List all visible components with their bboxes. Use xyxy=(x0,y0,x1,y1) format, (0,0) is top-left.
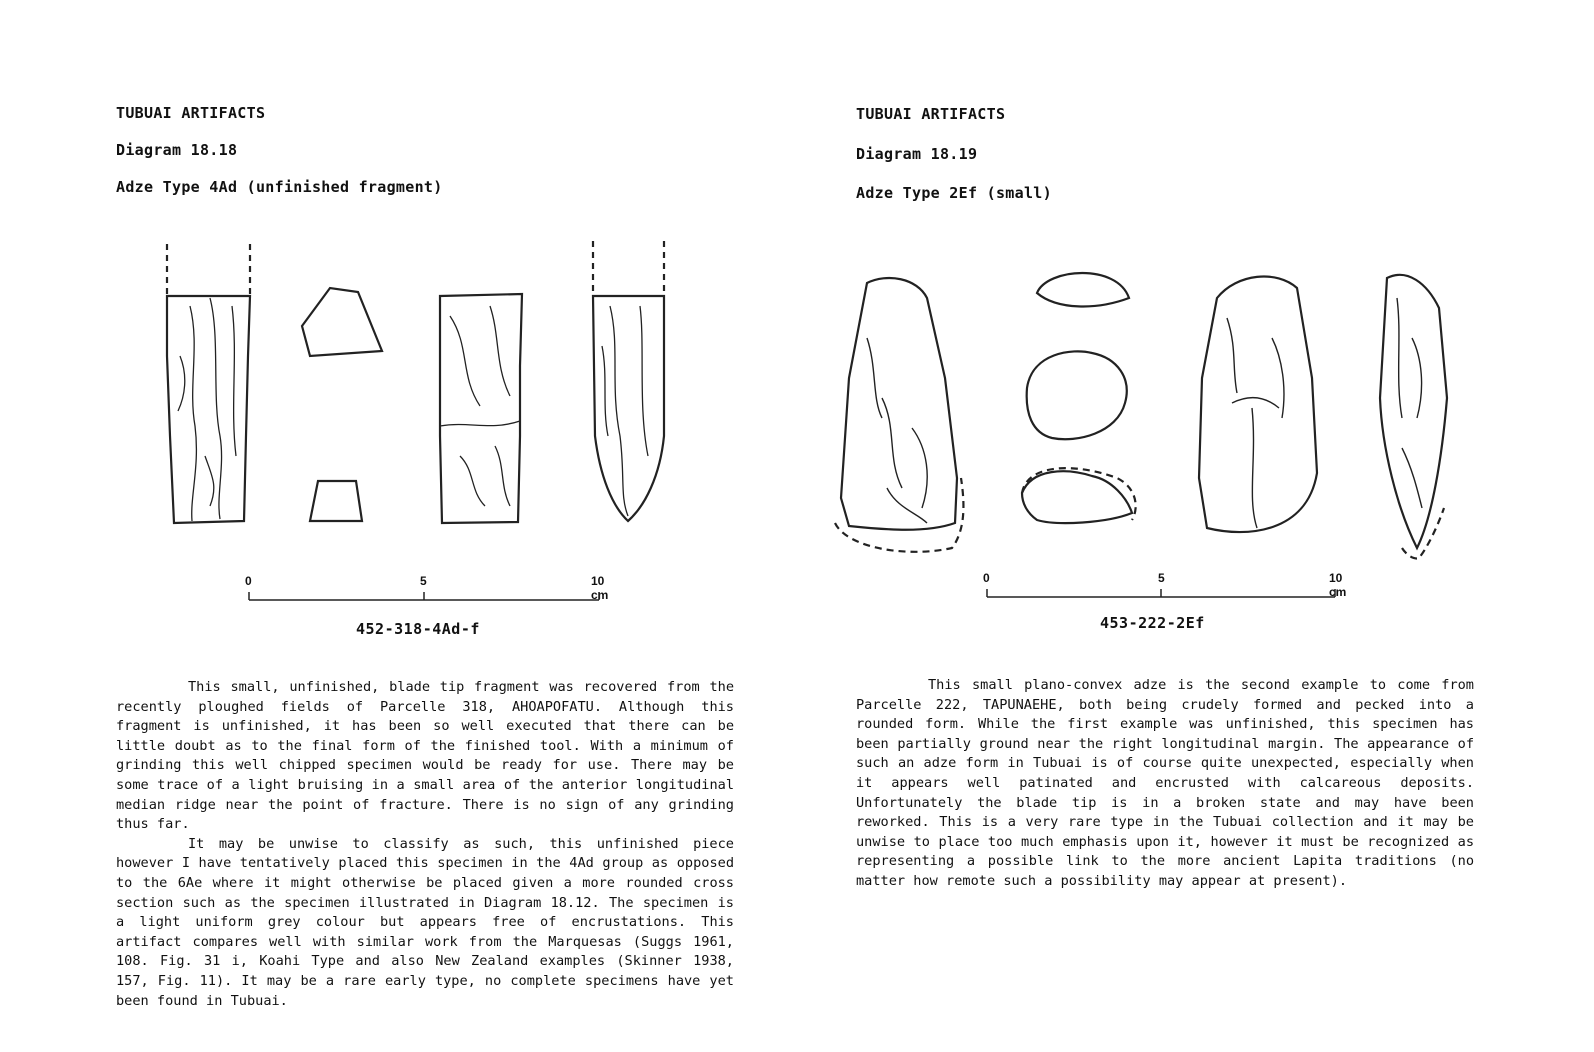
paragraph: This small, unfinished, blade tip fragment was recovered from the recently ploughed fields of Parcelle 318, AHOAPOFATU. Although this fragment is unfinished, it has been so well executed that there can be little doubt as to the final form of the finished tool. With a minimum of grinding this well chipped specimen would be ready for use. There may be some trace of a light bruising in a small area of the anterior longitudinal median ridge near the point of fracture. There is no sign of any grinding thus far. xyxy=(116,679,734,833)
cross-section-middle xyxy=(1027,351,1127,439)
adze-back-view xyxy=(1199,277,1317,533)
adze-side-view xyxy=(1380,275,1447,548)
paragraph: This small plano-convex adze is the second example to come from Parcelle 222, TAPUNAEHE, both being crudely formed and pecked into a rounded form. While the first example was unfinished, this specimen has been partially ground near the right longitudinal margin. The appearance of such an adze form in Tubuai is of course quite unexpected, especially when it appears well patinated and encrusted with calcareous deposits. Unfortunately the blade tip is in a broken state and may have been reworked. This is a very rare type in the Tubuai collection and it may be unwise to place too much emphasis upon it, however it must be recognized as representing a possible link to the more ancient Lapita traditions (no matter how remote such a possibility may appear at present). xyxy=(856,677,1474,889)
scale-label-start: 0 xyxy=(983,571,990,585)
page-header: TUBUAI ARTIFACTS xyxy=(116,104,266,122)
scale-line xyxy=(240,588,610,604)
scale-label-mid: 5 xyxy=(1158,571,1165,585)
paragraph: It may be unwise to classify as such, this unfinished piece however I have tentatively placed this specimen in the 4Ad group as opposed to the 6Ae where it might otherwise be placed given a more rounded cross section such as the specimen illustrated in Diagram 18.12. The specimen is a light uniform grey colour but appears free of encrustations. This artifact compares well with similar work from the Marquesas (Suggs 1961, 108. Fig. 31 i, Koahi Type and also New Zealand examples (Skinner 1938, 157, Fig. 11). It may be a rare early type, no complete specimens have yet been found in Tubuai. xyxy=(116,835,734,1009)
catalog-number: 453-222-2Ef xyxy=(1100,614,1205,632)
scale-label-end: 10 cm xyxy=(591,574,609,602)
diagram-title: Diagram 18.19 xyxy=(856,145,978,163)
cross-section-top xyxy=(302,288,382,356)
cross-section-top xyxy=(1037,273,1129,306)
scale-bar xyxy=(240,572,620,612)
scale-label-start: 0 xyxy=(245,574,252,588)
adze-drawing-4ad xyxy=(150,236,710,536)
cross-section-bottom xyxy=(310,481,362,521)
scale-label-mid: 5 xyxy=(420,574,427,588)
cross-section-bottom xyxy=(1022,471,1132,523)
description-text xyxy=(116,678,734,1011)
adze-drawing-2ef xyxy=(827,258,1487,568)
right-page xyxy=(797,0,1594,1052)
adze-type-title: Adze Type 4Ad (unfinished fragment) xyxy=(116,178,443,196)
scale-line xyxy=(977,585,1347,601)
description-text xyxy=(856,676,1474,892)
adze-back-view xyxy=(440,294,522,523)
adze-face-view xyxy=(841,278,957,530)
diagram-title: Diagram 18.18 xyxy=(116,141,238,159)
adze-type-title: Adze Type 2Ef (small) xyxy=(856,184,1052,202)
adze-face-view xyxy=(167,296,250,523)
reconstructed-outline xyxy=(835,478,963,552)
catalog-number: 452-318-4Ad-f xyxy=(356,620,480,638)
page-header: TUBUAI ARTIFACTS xyxy=(856,105,1006,123)
scale-bar xyxy=(977,569,1357,609)
adze-side-view xyxy=(593,296,664,521)
scale-label-end: 10 cm xyxy=(1329,571,1347,599)
